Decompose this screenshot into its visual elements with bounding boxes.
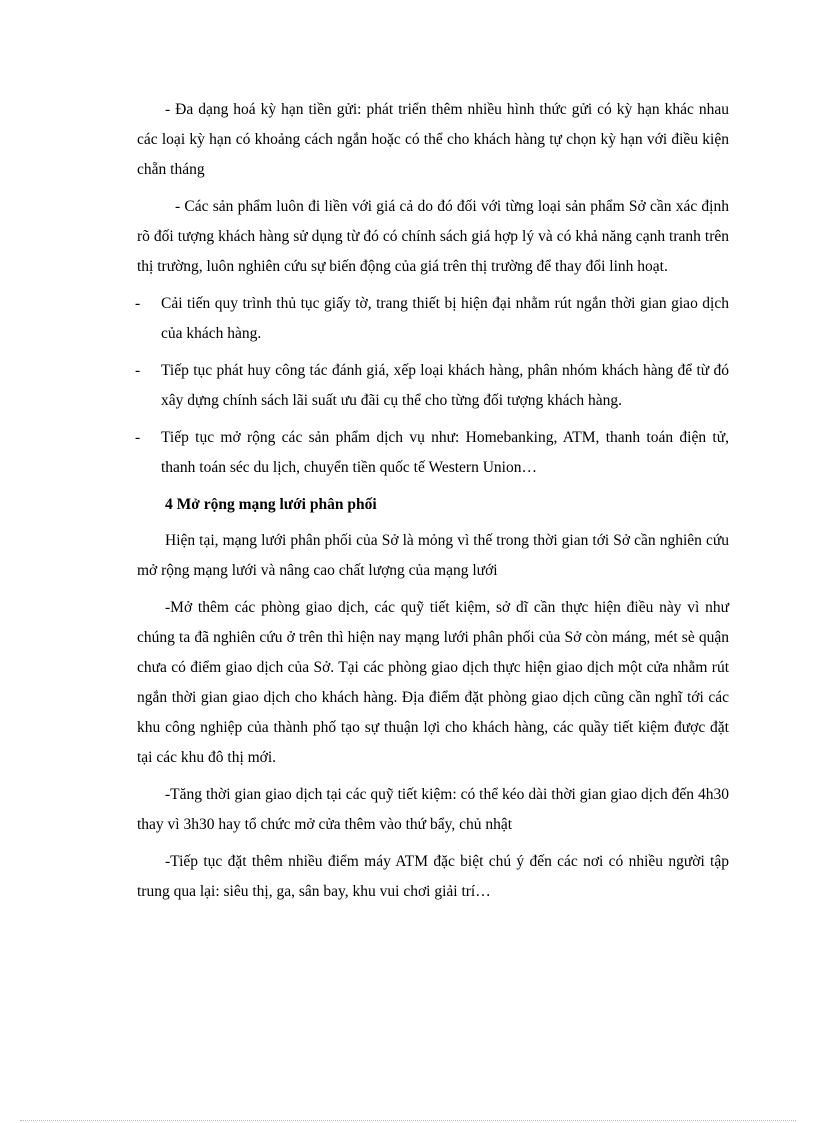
bullet-dash: - [135,429,141,446]
bullet-item [137,289,729,349]
bullet-text: Tiếp tục phát huy công tác đánh giá, xếp loại khách hàng, phân nhóm khách hàng để từ đó xây dựng chính sách lãi suất ưu đãi cụ thể cho từng đối tượng khách hàng. [161,362,729,409]
bullet-item [137,356,729,416]
paragraph-atm-expansion: -Tiếp tục đặt thêm nhiều điểm máy ATM đặc biệt chú ý đến các nơi có nhiều người tập trung qua lại: siêu thị, ga, sân bay, khu vui chơi giải trí… [137,853,729,900]
page-bottom-rule [20,1120,796,1121]
bullet-text: Cải tiến quy trình thủ tục giấy tờ, trang thiết bị hiện đại nhằm rút ngắn thời gian giao dịch của khách hàng. [161,295,729,342]
paragraph-opening-hours: -Tăng thời gian giao dịch tại các quỹ tiết kiệm: có thể kéo dài thời gian giao dịch đến 4h30 thay vì 3h30 hay tổ chức mở cửa thêm vào thứ bẩy, chủ nhật [137,786,729,833]
section-heading: 4 Mở rộng mạng lưới phân phối [165,496,377,513]
document-body [137,95,729,914]
paragraph-new-branches: -Mở thêm các phòng giao dịch, các quỹ tiết kiệm, sở dĩ cần thực hiện điều này vì như chúng ta đã nghiên cứu ở trên thì hiện nay mạng lưới phân phối của Sở còn máng, mét sè quận chưa có điểm giao dịch của Sở. Tại các phòng giao dịch thực hiện giao dịch một cửa nhằm rút ngắn thời gian giao dịch cho khách hàng. Địa điểm đặt phòng giao dịch cũng cần nghĩ tới các khu công nghiệp của thành phố tạo sự thuận lợi cho khách hàng, các quầy tiết kiệm được đặt tại các khu đô thị mới. [137,599,729,766]
bullet-item [137,423,729,483]
paragraph-pricing: - Các sản phẩm luôn đi liền với giá cả do đó đối với từng loại sản phẩm Sở cần xác định rõ đối tượng khách hàng sử dụng từ đó có chính sách giá hợp lý và có khả năng cạnh tranh trên thị trường, luôn nghiên cứu sự biến động của giá trên thị trường để thay đổi linh hoạt. [137,198,729,275]
paragraph-deposit-terms: - Đa dạng hoá kỳ hạn tiền gửi: phát triển thêm nhiều hình thức gửi có kỳ hạn khác nhau các loại kỳ hạn có khoảng cách ngắn hoặc có thể cho khách hàng tự chọn kỳ hạn với điều kiện chẵn tháng [137,101,729,178]
bullet-text: Tiếp tục mở rộng các sản phẩm dịch vụ như: Homebanking, ATM, thanh toán điện tử, thanh toán séc du lịch, chuyển tiền quốc tế Western Union… [161,429,729,476]
bullet-dash: - [135,295,141,312]
bullet-dash: - [135,362,141,379]
paragraph-network-intro: Hiện tại, mạng lưới phân phối của Sở là mỏng vì thế trong thời gian tới Sở cần nghiên cứu mở rộng mạng lưới và nâng cao chất lượng của mạng lưới [137,532,729,579]
